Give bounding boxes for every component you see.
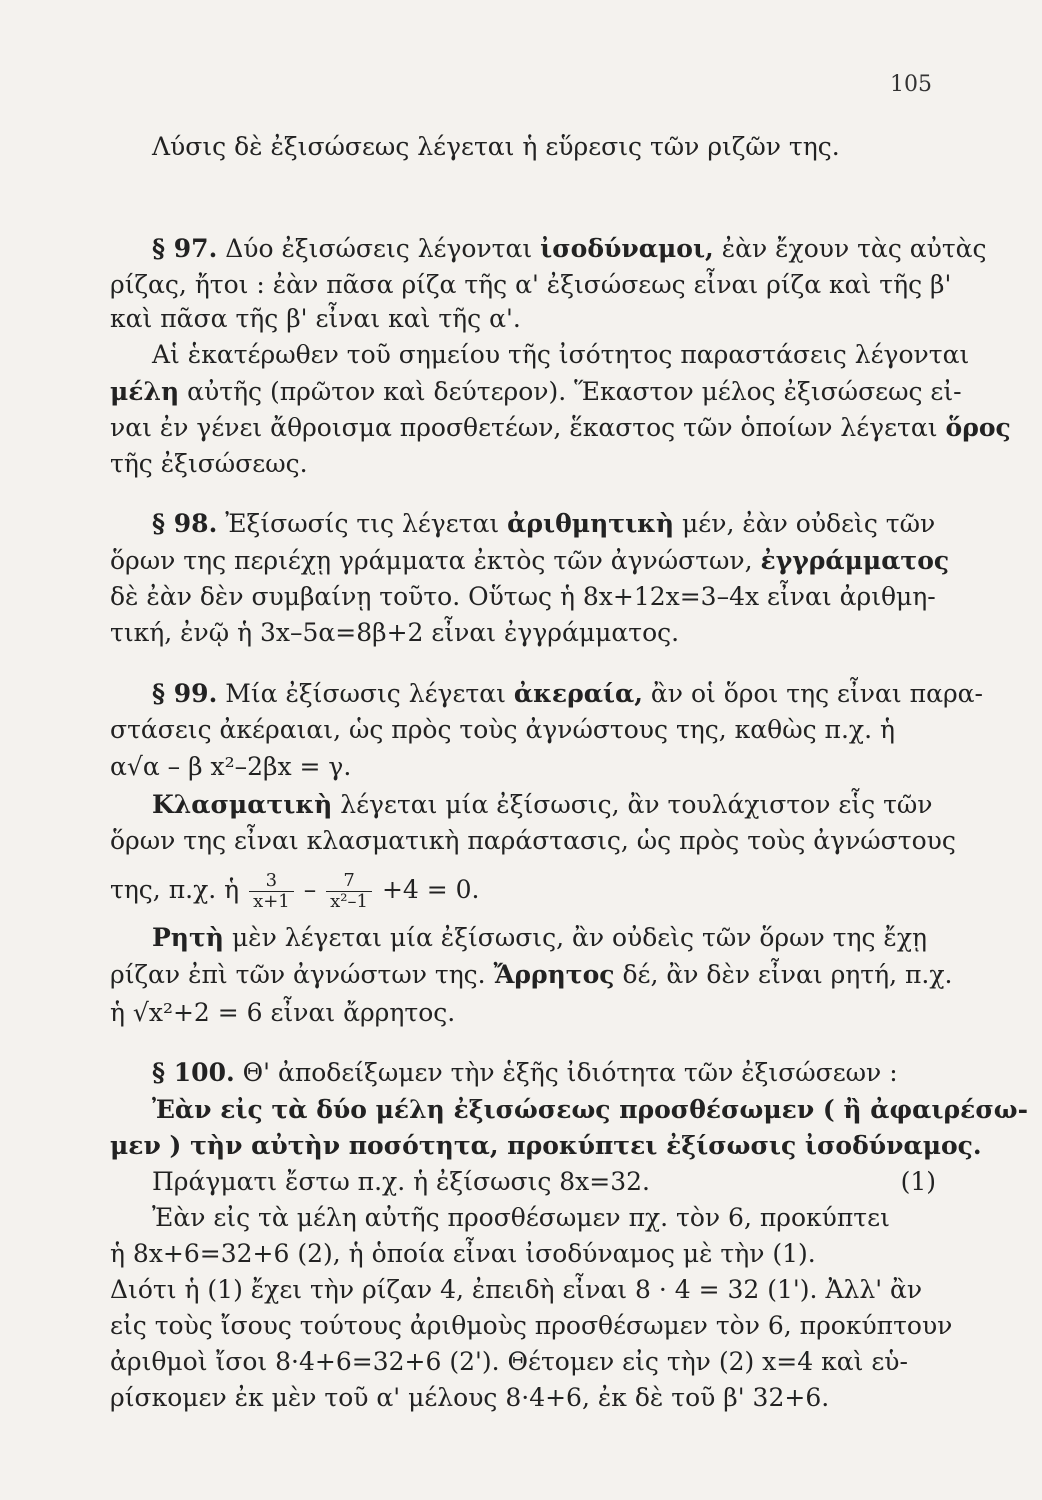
term-bold: ὅρος (945, 413, 1011, 442)
theorem-line (152, 1095, 1028, 1125)
text-span: ἡ 8x+6=32+6 (2), ἡ ὁποία εἶναι ἰσοδύναμος μὲ τὴν (1). (110, 1239, 816, 1268)
equation: ἡ √x²+2 = 6 εἶναι ἄρρητος. (110, 998, 456, 1027)
text-span: μέν, ἐὰν οὐδεὶς τῶν (682, 509, 936, 538)
text-line (110, 449, 936, 479)
text-span: Θ' ἀποδείξωμεν τὴν ἑξῆς ἰδιότητα τῶν ἐξισώσεων : (242, 1058, 898, 1087)
text-line (152, 790, 936, 820)
text-span: λέγεται μία ἐξίσωσις, ἂν τουλάχιστον εἷς τῶν (340, 790, 933, 819)
text-span: ἂν οἱ ὅροι της εἶναι παρα- (650, 679, 983, 708)
text-line (110, 1347, 936, 1377)
text-line (110, 826, 956, 856)
text-span: ἀριθμοὶ ἴσοι 8·4+6=32+6 (2'). Θέτομεν εἰς τὴν (2) x=4 καὶ εὑ- (110, 1347, 908, 1376)
text-span: δὲ ἐὰν δὲν συμβαίνῃ τοῦτο. Οὕτως ἡ 8x+12x=3–4x εἶναι ἀριθμη- (110, 582, 936, 611)
text-span: δέ, ἂν δὲν εἶναι ρητή, π.χ. (622, 960, 953, 989)
fraction-denominator: x+1 (253, 891, 290, 912)
text-span: Μία ἐξίσωσις λέγεται (225, 679, 506, 708)
text-line (110, 1275, 936, 1305)
text-line (110, 1311, 953, 1341)
text-span: ρίζας, ἤτοι : ἐὰν πᾶσα ρίζα τῆς α' ἐξισώσεως εἶναι ρίζα καὶ τῆς β' (110, 270, 952, 299)
text-line (110, 960, 953, 990)
equation-line (110, 998, 936, 1028)
text-line (110, 582, 936, 612)
text-line (152, 923, 936, 953)
text-line (110, 270, 952, 300)
text-span: Δύο ἐξισώσεις λέγονται (225, 234, 533, 263)
text-line (152, 132, 936, 162)
text-span: στάσεις ἀκέραιαι, ὡς πρὸς τοὺς ἀγνώστους της, καθὼς π.χ. ἡ (110, 715, 895, 744)
section-98-heading (152, 509, 936, 539)
text-line (110, 618, 936, 648)
text-line (110, 1239, 936, 1269)
text-span: ὅρων της εἶναι κλασματικὴ παράστασις, ὡς πρὸς τοὺς ἀγνώστους (110, 826, 956, 855)
equation-line (110, 862, 936, 918)
text-line (110, 377, 962, 407)
text-span: Διότι ἡ (1) ἔχει τὴν ρίζαν 4, ἐπειδὴ εἶναι 8 · 4 = 32 (1'). Ἀλλ' ἂν (110, 1275, 923, 1304)
text-span: ναι ἐν γένει ἄθροισμα προσθετέων, ἕκαστος τῶν ὁποίων λέγεται (110, 413, 938, 442)
theorem-text: Ἐὰν εἰς τὰ δύο μέλη ἐξισώσεως προσθέσωμεν ( ἢ ἀφαιρέσω- (152, 1095, 1028, 1124)
text-line (152, 1167, 936, 1197)
text-line (152, 1203, 936, 1233)
term-bold: ἀριθμητικὴ (507, 509, 675, 538)
text-span: εἰς τοὺς ἴσους τούτους ἀριθμοὺς προσθέσωμεν τὸν 6, προκύπτουν (110, 1311, 953, 1340)
text-line (110, 546, 950, 576)
text-span: τῆς ἐξισώσεως. (110, 449, 308, 478)
section-number: § 98. (152, 509, 218, 538)
text-span: Αἱ ἑκατέρωθεν τοῦ σημείου τῆς ἰσότητος παραστάσεις λέγονται (152, 340, 970, 369)
text-line (110, 413, 1011, 443)
text-span: ρίσκομεν ἐκ μὲν τοῦ α' μέλους 8·4+6, ἐκ δὲ τοῦ β' 32+6. (110, 1383, 830, 1412)
term-bold: Ρητὴ (152, 923, 224, 952)
term-bold: Ἄρρητος (493, 960, 615, 989)
text-span: καὶ πᾶσα τῆς β' εἶναι καὶ τῆς α'. (110, 304, 521, 333)
text-line (110, 715, 936, 745)
minus-sign: – (303, 875, 317, 904)
section-99-heading (152, 679, 983, 709)
page-number: 105 (890, 72, 932, 97)
text-span: Ἐὰν εἰς τὰ μέλη αὐτῆς προσθέσωμεν πχ. τὸν 6, προκύπτει (152, 1203, 890, 1232)
text-span: Πράγματι ἔστω π.χ. ἡ ἐξίσωσις 8x=32. (152, 1167, 650, 1196)
text-span: αὐτῆς (πρῶτον καὶ δεύτερον). Ἕκαστον μέλος ἐξισώσεως εἰ- (187, 377, 962, 406)
term-bold: ἰσοδύναμοι, (540, 234, 714, 263)
text-line (110, 304, 936, 334)
equation-line (110, 752, 936, 782)
fraction-numerator: 7 (326, 871, 372, 892)
section-number: § 97. (152, 234, 218, 263)
text-span: της, π.χ. ἡ (110, 875, 240, 904)
term-bold: Κλασματικὴ (152, 790, 333, 819)
section-number: § 99. (152, 679, 218, 708)
text-span: +4 = 0. (381, 875, 480, 904)
text-span: ἐὰν ἔχουν τὰς αὐτὰς (721, 234, 987, 263)
text-line (110, 1383, 936, 1413)
term-bold: ἐγγράμματος (760, 546, 950, 575)
text-span: τική, ἐνῷ ἡ 3x–5α=8β+2 εἶναι ἐγγράμματος. (110, 618, 680, 647)
equation: α√α – β x²–2βx = γ. (110, 752, 352, 781)
fraction (326, 871, 372, 912)
text-span: ρίζαν ἐπὶ τῶν ἀγνώστων της. (110, 960, 486, 989)
section-number: § 100. (152, 1058, 235, 1087)
fraction-denominator: x²–1 (330, 891, 368, 912)
text-span: Ἐξίσωσίς τις λέγεται (225, 509, 500, 538)
term-bold: μέλη (110, 377, 180, 406)
text-line (152, 340, 970, 370)
fraction (249, 871, 294, 912)
section-97-heading (152, 234, 987, 264)
theorem-text: μεν ) τὴν αὐτὴν ποσότητα, προκύπτει ἐξίσωσις ἰσοδύναμος. (110, 1131, 982, 1160)
equation-tag: (1) (900, 1167, 936, 1196)
text-span: ὅρων της περιέχῃ γράμματα ἐκτὸς τῶν ἀγνώστων, (110, 546, 753, 575)
theorem-line (110, 1131, 982, 1161)
text-span: μὲν λέγεται μία ἐξίσωσις, ἂν οὐδεὶς τῶν ὅρων της ἔχῃ (231, 923, 927, 952)
section-100-heading (152, 1058, 936, 1088)
text-span: Λύσις δὲ ἐξισώσεως λέγεται ἡ εὕρεσις τῶν ριζῶν της. (152, 132, 840, 161)
term-bold: ἀκεραία, (513, 679, 643, 708)
fraction-numerator: 3 (249, 871, 294, 892)
